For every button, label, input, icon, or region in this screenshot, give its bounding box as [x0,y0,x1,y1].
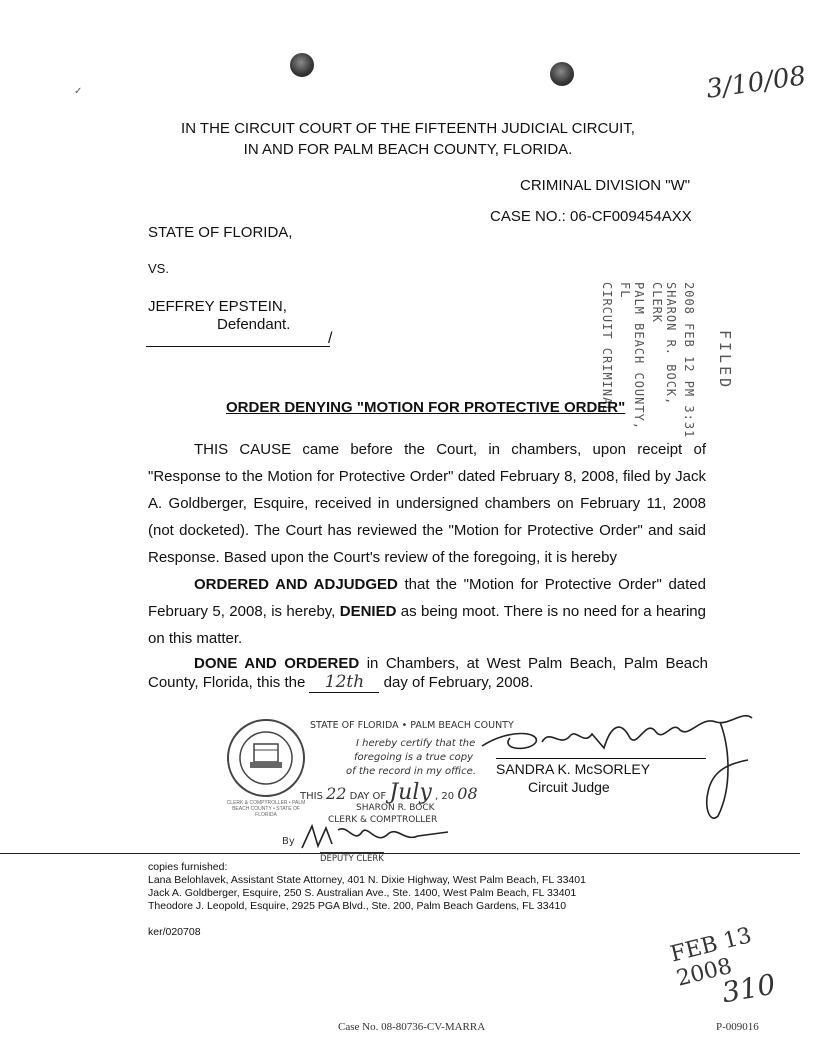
order-paragraph-1 [148,436,706,571]
filed-stamp [600,282,696,442]
defendant-role: Defendant. [217,316,291,333]
filed-stamp-time: 2008 FEB 12 PM 3:31 [682,282,696,439]
order-paragraph-2-a: that the "Motion for Protective Order" dated February 5, 2008, is hereby, [148,576,706,620]
caption-rule [146,346,330,347]
cert-state: STATE OF FLORIDA • PALM BEACH COUNTY [310,720,514,731]
court-line-1: IN THE CIRCUIT COURT OF THE FIFTEENTH JUDICIAL CIRCUIT, [181,120,635,137]
cert-this: THIS [300,791,323,802]
ordered-adjudged: ORDERED AND ADJUDGED [194,576,398,593]
copy-recipient-1: Lana Belohlavek, Assistant State Attorney, 401 N. Dixie Highway, West Palm Beach, FL 33401 [148,874,586,886]
copies-divider [0,853,800,854]
seal-text: CLERK & COMPTROLLER • PALM BEACH COUNTY • STATE OF FLORIDA [226,800,306,818]
seal-graphic [226,718,306,798]
cert-month: July [389,780,432,805]
filed-stamp-division: CIRCUIT CRIMINAL [600,282,614,414]
cert-this-line [300,780,478,805]
done-ordered-bold: DONE AND ORDERED [194,655,360,672]
handwritten-filed-date: FEB 13 2008 [668,923,755,992]
cert-deputy-clerk: DEPUTY CLERK [320,854,384,864]
copy-recipient-2: Jack A. Goldberger, Esquire, 250 S. Australian Ave., Ste. 1400, West Palm Beach, FL 33401 [148,887,577,899]
order-title: ORDER DENYING "MOTION FOR PROTECTIVE ORDER" [226,399,626,416]
cert-day-of: DAY OF [349,791,387,802]
reference-initials: ker/020708 [148,926,201,938]
court-heading [0,118,816,160]
filed-stamp-label: FILED [716,330,734,391]
punch-hole-left [290,53,314,77]
cert-line-3: foregoing is a true copy [354,752,474,763]
deputy-signature [298,822,458,852]
case-number: CASE NO.: 06-CF009454AXX [490,208,692,225]
cert-line-2: I hereby certify that the [356,738,476,749]
done-day: 12th [309,673,379,693]
cert-by: By [282,836,295,847]
judge-title: Circuit Judge [528,779,610,795]
versus: VS. [148,261,169,276]
caption-slash: / [328,330,333,347]
deputy-signature-graphic [298,822,458,852]
cert-clerk-title: CLERK & COMPTROLLER [328,815,438,825]
filed-stamp-clerk: SHARON R. BOCK, CLERK [650,282,678,406]
copy-recipient-3: Theodore J. Leopold, Esquire, 2925 PGA Blvd., Ste. 200, Palm Beach Gardens, FL 33410 [148,900,567,912]
done-ordered-b: day of February, 2008. [379,674,534,691]
cert-year: 08 [457,784,478,803]
stray-mark: ✓ [74,86,83,97]
order-paragraph-2 [148,571,706,652]
cert-clerk-name: SHARON R. BOCK [356,803,435,813]
cert-century: , 20 [435,791,455,802]
clerk-seal [226,718,306,818]
footer-page-id: P-009016 [716,1021,759,1033]
handwritten-date: 3/10/08 [704,61,808,105]
filed-stamp-county: PALM BEACH COUNTY, FL [618,282,646,431]
cert-line-4: of the record in my office. [346,766,476,777]
cert-day: 22 [326,784,347,803]
done-ordered [148,654,708,693]
order-paragraph-2-b: as being moot. There is no need for a hearing on this matter. [148,603,706,647]
copies-list [148,874,748,913]
denied: DENIED [339,603,397,620]
court-line-2: IN AND FOR PALM BEACH COUNTY, FLORIDA. [243,141,573,158]
done-ordered-a: in Chambers, at West Palm Beach, Palm Beach County, Florida, this the [148,655,708,691]
copies-heading: copies furnished: [148,861,228,873]
defendant-name: JEFFREY EPSTEIN, [148,298,287,315]
punch-hole-right [550,62,574,86]
plaintiff: STATE OF FLORIDA, [148,224,293,241]
footer-case-number: Case No. 08-80736-CV-MARRA [338,1021,486,1033]
handwritten-number: 310 [719,967,778,1010]
judge-name: SANDRA K. McSORLEY [496,758,706,777]
order-paragraph-1-text: THIS CAUSE came before the Court, in chambers, upon receipt of "Response to the Motion for Protective Order" dated February 8, 2008, filed by Jack A. Goldberger, Esquire, received in undersigned chambers on February 11, 2008 (not docketed). The Court has reviewed the "Motion for Protective Order" and said Response. Based upon the Court's review of the foregoing, it is hereby [148,441,706,566]
division: CRIMINAL DIVISION "W" [520,177,691,194]
